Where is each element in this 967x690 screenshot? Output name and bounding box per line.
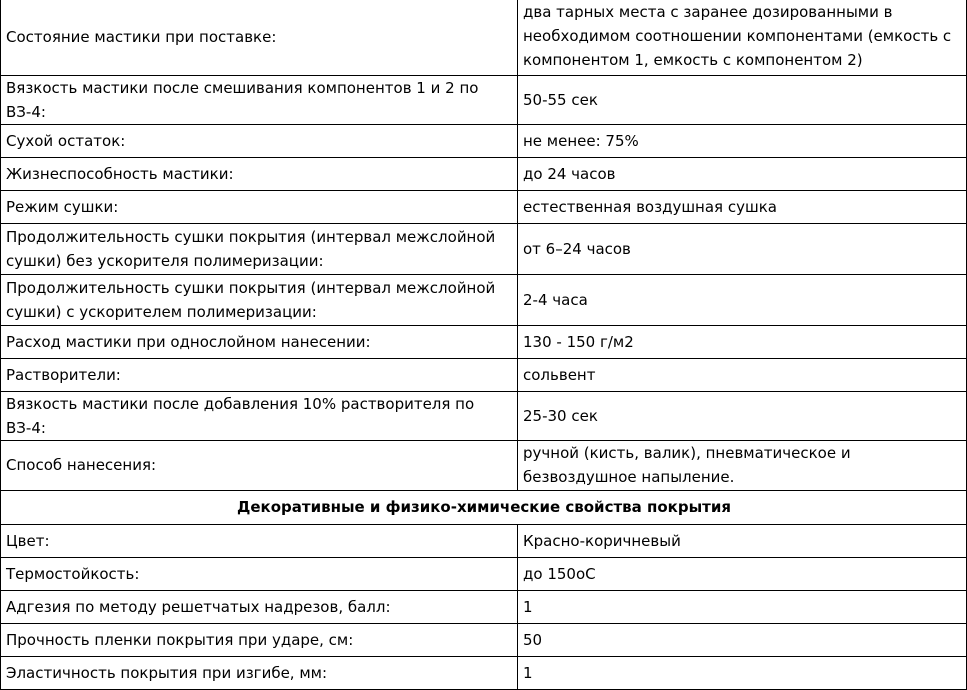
property-value: до 150оС (518, 557, 967, 590)
table-row (1, 190, 967, 223)
property-label: Сухой остаток: (1, 124, 518, 157)
property-label: Вязкость мастики после добавления 10% растворителя по ВЗ-4: (1, 391, 518, 440)
table-row (1, 391, 967, 440)
table-row (1, 440, 967, 490)
property-value: не менее: 75% (518, 124, 967, 157)
property-label: Продолжительность сушки покрытия (интервал межслойной сушки) без ускорителя полимеризации: (1, 223, 518, 274)
property-label: Цвет: (1, 524, 518, 557)
property-label: Эластичность покрытия при изгибе, мм: (1, 656, 518, 689)
property-label: Продолжительность сушки покрытия (интервал межслойной сушки) с ускорителем полимеризации: (1, 274, 518, 325)
table-row (1, 358, 967, 391)
table-row (1, 557, 967, 590)
property-label: Жизнеспособность мастики: (1, 157, 518, 190)
property-value: от 6–24 часов (518, 223, 967, 274)
property-value: 50 (518, 623, 967, 656)
property-value: Красно-коричневый (518, 524, 967, 557)
property-label: Расход мастики при однослойном нанесении: (1, 325, 518, 358)
table-row (1, 157, 967, 190)
table-row (1, 75, 967, 124)
property-value: два тарных места с заранее дозированными в необходимом соотношении компонентами (емкость с компонентом 1, емкость с компонентом 2) (518, 0, 967, 75)
property-label: Прочность пленки покрытия при ударе, см: (1, 623, 518, 656)
table-row (1, 623, 967, 656)
property-label: Адгезия по методу решетчатых надрезов, балл: (1, 590, 518, 623)
table-row (1, 524, 967, 557)
section-header-row (1, 490, 967, 524)
property-value: 1 (518, 590, 967, 623)
property-label: Вязкость мастики после смешивания компонентов 1 и 2 по ВЗ-4: (1, 75, 518, 124)
table-row (1, 0, 967, 75)
property-value: до 24 часов (518, 157, 967, 190)
table-row (1, 325, 967, 358)
property-label: Режим сушки: (1, 190, 518, 223)
property-value: 1 (518, 656, 967, 689)
property-label: Способ нанесения: (1, 440, 518, 490)
property-label: Состояние мастики при поставке: (1, 0, 518, 75)
property-value: естественная воздушная сушка (518, 190, 967, 223)
property-value: 130 - 150 г/м2 (518, 325, 967, 358)
property-value: 2-4 часа (518, 274, 967, 325)
table-row (1, 223, 967, 274)
property-value: 50-55 сек (518, 75, 967, 124)
property-value: 25-30 сек (518, 391, 967, 440)
table-row (1, 124, 967, 157)
section-title: Декоративные и физико-химические свойства покрытия (1, 490, 967, 524)
property-label: Растворители: (1, 358, 518, 391)
table-row (1, 274, 967, 325)
table-row (1, 590, 967, 623)
property-value: ручной (кисть, валик), пневматическое и безвоздушное напыление. (518, 440, 967, 490)
table-row (1, 656, 967, 689)
property-value: сольвент (518, 358, 967, 391)
property-label: Термостойкость: (1, 557, 518, 590)
